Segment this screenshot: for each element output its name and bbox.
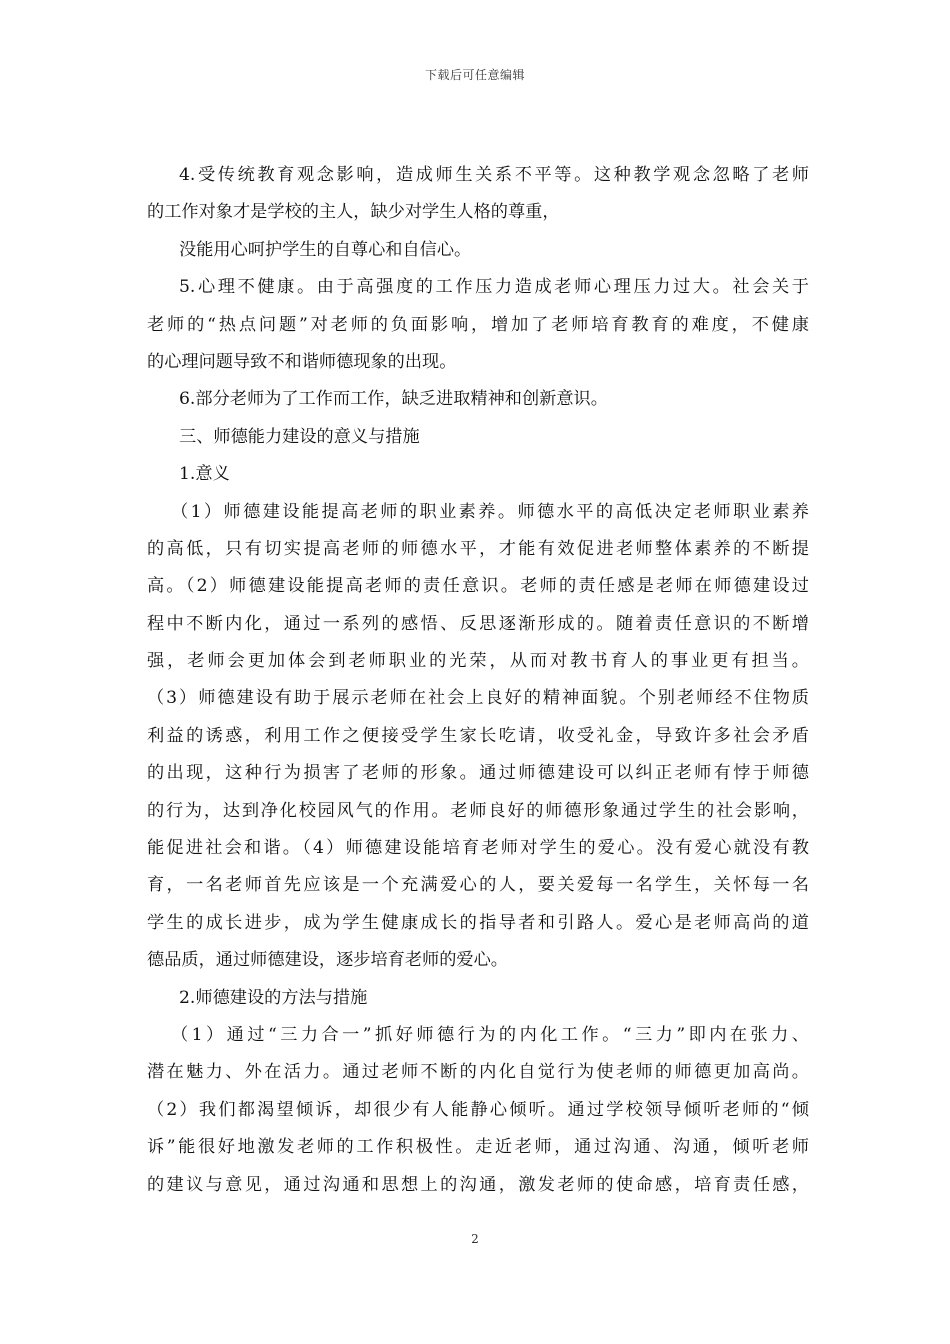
text-line: 能促进社会和谐。（4）师德建设能培育老师对学生的爱心。没有爱心就没有教: [147, 838, 809, 859]
body-text: [147, 157, 809, 1204]
text-line: 5.心理不健康。由于高强度的工作压力造成老师心理压力过大。社会关于: [179, 277, 809, 298]
text-line: 4.受传统教育观念影响，造成师生关系不平等。这种教学观念忽略了老师: [179, 165, 809, 185]
text-line: 德品质，通过师德建设，逐步培育老师的爱心。: [147, 950, 508, 971]
text-line: 学生的成长进步，成为学生健康成长的指导者和引路人。爱心是老师高尚的道: [147, 912, 809, 933]
text-line: 老师的“热点问题”对老师的负面影响，增加了老师培育教育的难度，不健康: [147, 314, 809, 335]
text-line: 6.部分老师为了工作而工作，缺乏进取精神和创新意识。: [179, 389, 608, 410]
text-line: （1）通过“三力合一”抓好师德行为的内化工作。“三力”即内在张力、: [171, 1024, 809, 1045]
text-line: 的心理问题导致不和谐师德现象的出现。: [147, 351, 457, 372]
text-line: 的建议与意见，通过沟通和思想上的沟通，激发老师的使命感，培育责任感，: [147, 1174, 809, 1195]
text-line: 育，一名老师首先应该是一个充满爱心的人，要关爱每一名学生，关怀每一名: [147, 875, 809, 896]
text-line: 2.师德建设的方法与措施: [179, 987, 368, 1008]
text-line: 强，老师会更加体会到老师职业的光荣，从而对教书育人的事业更有担当。: [147, 651, 809, 672]
text-line: 没能用心呵护学生的自尊心和自信心。: [179, 239, 472, 260]
text-line: 1.意义: [179, 464, 230, 485]
text-line: 高。（2）师德建设能提高老师的责任意识。老师的责任感是老师在师德建设过: [147, 576, 809, 597]
text-line: 的工作对象才是学校的主人，缺少对学生人格的尊重，: [147, 202, 560, 223]
page-header: 下载后可任意编辑: [424, 68, 525, 82]
text-line: 的高低，只有切实提高老师的师德水平，才能有效促进老师整体素养的不断提: [147, 538, 809, 559]
text-line: 诉”能很好地激发老师的工作积极性。走近老师，通过沟通、沟通，倾听老师: [147, 1137, 809, 1158]
text-line: 的行为，达到净化校园风气的作用。老师良好的师德形象通过学生的社会影响，: [147, 800, 809, 821]
text-line: 程中不断内化，通过一系列的感悟、反思逐渐形成的。随着责任意识的不断增: [147, 613, 809, 634]
text-line: 潜在魅力、外在活力。通过老师不断的内化自觉行为使老师的师德更加高尚。: [147, 1062, 809, 1083]
page-number: 2: [471, 1232, 479, 1246]
text-line: （3）师德建设有助于展示老师在社会上良好的精神面貌。个别老师经不住物质: [147, 688, 809, 709]
text-line: （1）师德建设能提高老师的职业素养。师德水平的高低决定老师职业素养: [171, 501, 809, 522]
text-line: （2）我们都渴望倾诉，却很少有人能静心倾听。通过学校领导倾听老师的“倾: [147, 1099, 809, 1120]
text-line: 利益的诱惑，利用工作之便接受学生家长吃请，收受礼金，导致许多社会矛盾: [147, 725, 809, 746]
text-line: 的出现，这种行为损害了老师的形象。通过师德建设可以纠正老师有悖于师德: [147, 763, 809, 784]
text-line: 三、师德能力建设的意义与措施: [179, 426, 420, 447]
